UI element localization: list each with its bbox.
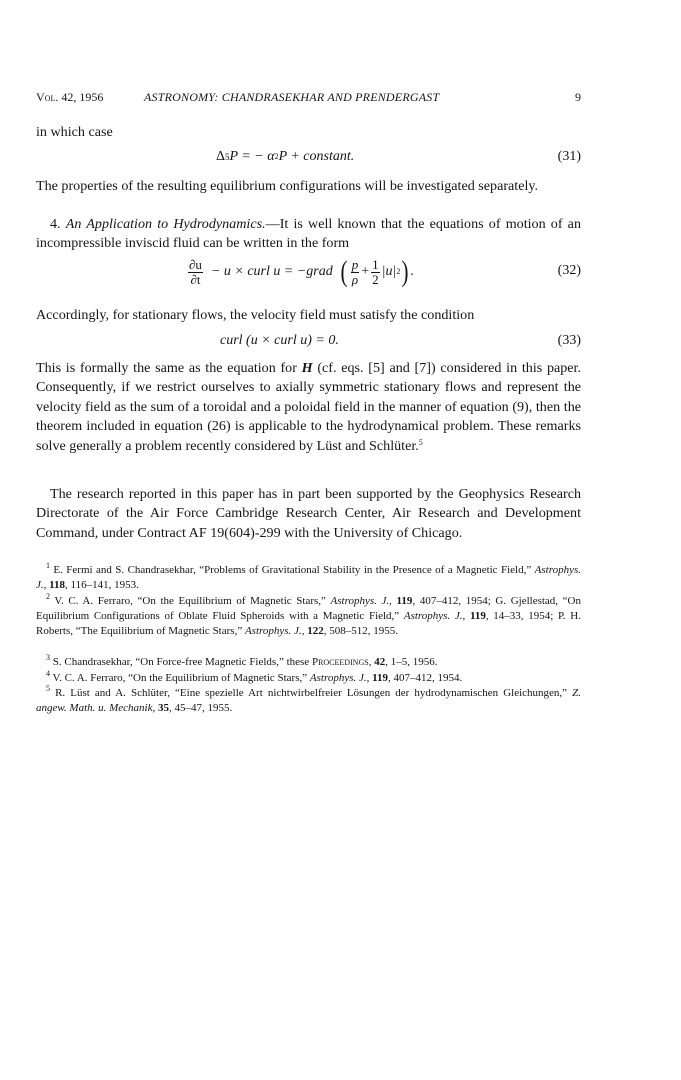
paragraph-properties: The properties of the resulting equilibrium configurations will be investigated separately. bbox=[36, 178, 539, 194]
eq31-lhs-sub: 5 bbox=[225, 152, 230, 162]
eq31-lhs: Δ bbox=[216, 149, 226, 164]
paragraph-accordingly: Accordingly, for stationary flows, the velocity field must satisfy the condition bbox=[36, 307, 475, 323]
page-number: 9 bbox=[575, 90, 581, 104]
volume-label: Vol. 42, 1956 bbox=[36, 90, 104, 104]
equation-number-31: (31) bbox=[557, 149, 581, 164]
footnote-1: $^1$ E. Fermi and S. Chandrasekhar, “Problems of Gravitational Stability in the Presence of a Magnetic Field,” Astrophys. J., 118, 116–141, 1953. bbox=[36, 561, 581, 592]
eq32-plus: + bbox=[361, 264, 370, 279]
section-4-number: 4. bbox=[50, 216, 61, 232]
eq32-half: $\frac{1}{2}$ bbox=[372, 256, 379, 287]
eq32-middle: − u × curl u = −grad bbox=[210, 264, 333, 279]
eq32-time-derivative: $\frac{\partial u}{\partial t}$ bbox=[189, 256, 202, 287]
footnote-3: $^3$ S. Chandrasekhar, “On Force-free Magnetic Fields,” these Proceedings, 42, 1–5, 1956. bbox=[46, 653, 438, 668]
equation-number-32: (32) bbox=[557, 263, 581, 278]
journal-page bbox=[36, 0, 581, 1080]
footnote-4: $^4$ V. C. A. Ferraro, “On the Equilibrium of Magnetic Stars,” Astrophys. J., 119, 407–412, 1954. bbox=[46, 669, 463, 684]
section-4-title: An Application to Hydrodynamics. bbox=[65, 216, 266, 232]
running-title: ASTRONOMY: CHANDRASEKHAR AND PRENDERGAST bbox=[144, 90, 440, 104]
paragraph-research-support: The research reported in this paper has in part been supported by the Geophysics Research Directorate of the Air Force Cambridge Research Center, Air Research and Development Command, under Contract AF 19(604)-299 with the University of Chicago. bbox=[36, 486, 581, 541]
paragraph-section-4 bbox=[36, 215, 581, 254]
eq32-pressure-term: $\frac{p}{\rho}$ bbox=[351, 256, 359, 287]
symbol-H: H bbox=[301, 360, 313, 376]
eq32-open-paren: ( bbox=[340, 255, 348, 288]
equation-32: $\frac{\partial u}{\partial t}$ − u × curl u = −grad ( $\frac{p}{\rho}$ + $\frac{1}{2}$ |u| 2 ) . (32) bbox=[189, 255, 581, 288]
eq32-velocity-term: |u| bbox=[381, 264, 397, 279]
eq32-end: . bbox=[410, 264, 414, 279]
equation-31: Δ 5 P = − α 2 P + constant. (31) bbox=[216, 149, 581, 164]
eq31-mid: P = − α bbox=[229, 149, 275, 164]
section-4-body: —It is well known that the equations of motion of an incompressible inviscid fluid can be written in the form bbox=[36, 216, 581, 252]
footnote-2: $^2$ V. C. A. Ferraro, “On the Equilibrium of Magnetic Stars,” Astrophys. J., 119, 407–412, 1954; G. Gjellestad, “On Equilibrium Configurations of Oblate Fluid Spheroids with a Magnetic Field,” Astrophys. J., 119, 14–33, 1954; P. H. Roberts, “The Equilibrium of Magnetic Stars,” Astrophys. J., 122, 508–512, 1955. bbox=[36, 592, 581, 638]
eq32-close-paren: ) bbox=[401, 255, 409, 288]
reference-mark-5: 5 bbox=[418, 437, 423, 447]
paragraph-formal: This is formally the same as the equation for H (cf. eqs. [5] and [7]) considered in this paper. Consequently, if we restrict ourselves to axially symmetric stationary flows and represent the velocity field as the sum of a toroidal and a poloidal field in the manner of equation (9), then the theorem included in equation (26) is applicable to the hydrodynamical problem. These remarks solve generally a problem recently considered by Lüst and Schlüter.$^5$ bbox=[36, 360, 581, 454]
eq31-rhs: P + constant. bbox=[278, 149, 355, 164]
eq33-body: curl (u × curl u) = 0. bbox=[220, 333, 339, 348]
intro-line: in which case bbox=[36, 124, 113, 140]
equation-33 bbox=[36, 333, 581, 353]
running-head bbox=[36, 88, 581, 106]
equation-number-33: (33) bbox=[557, 333, 581, 348]
footnote-5: $^5$ R. Lüst and A. Schlüter, “Eine spezielle Art nichtwirbelfreier Lösungen der hydrodynamischen Gleichungen,” Z. angew. Math. u. Mechanik, 35, 45–47, 1955. bbox=[36, 684, 581, 715]
